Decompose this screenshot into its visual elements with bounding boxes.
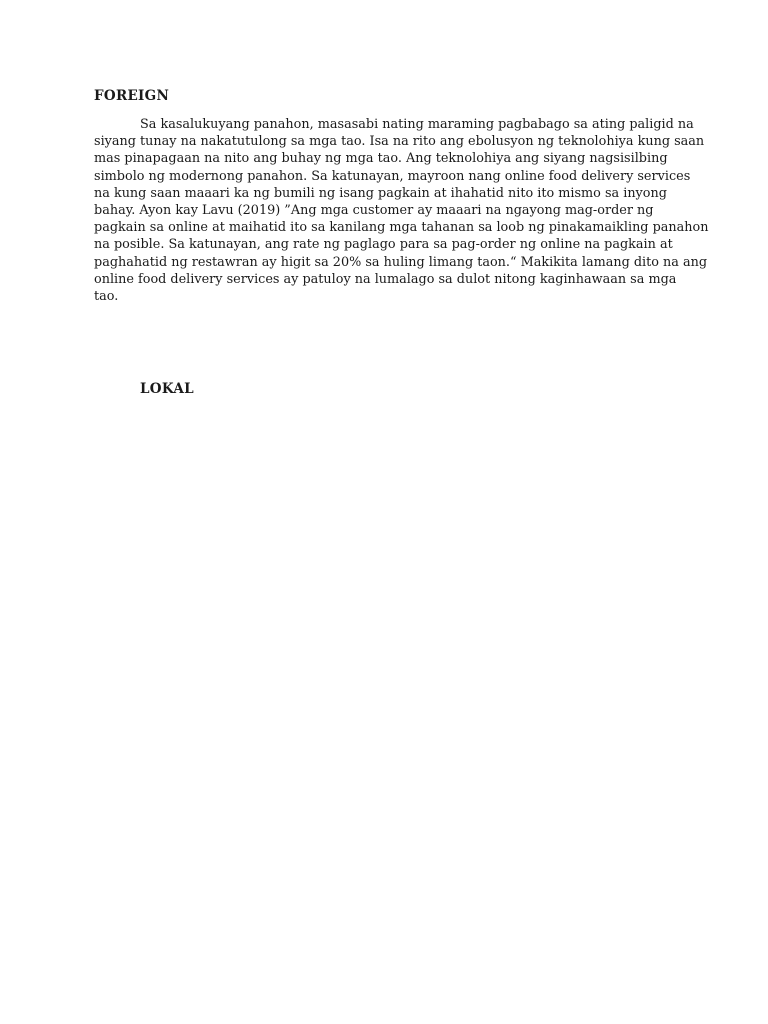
paragraph-line: tao.	[94, 289, 119, 305]
paragraph-line: mas pinapagaan na nito ang buhay ng mga tao. Ang teknolohiya ang siyang nagsisilbing	[94, 151, 668, 167]
paragraph-line: simbolo ng modernong panahon. Sa katunayan, mayroon nang online food delivery services	[94, 168, 691, 184]
paragraph-line: bahay. Ayon kay Lavu (2019) ”Ang mga customer ay maaari na ngayong mag-order ng	[94, 203, 654, 219]
paragraph-line: Sa kasalukuyang panahon, masasabi nating maraming pagbabago sa ating paligid na	[140, 117, 694, 132]
paragraph-line: na posible. Sa katunayan, ang rate ng paglago para sa pag-order ng online na pagkain at	[94, 237, 673, 253]
section-heading-lokal: LOKAL	[140, 381, 194, 397]
paragraph-line: paghahatid ng restawran ay higit sa 20% sa huling limang taon.“ Makikita lamang dito na ang	[94, 254, 708, 270]
foreign-paragraph	[94, 116, 709, 305]
paragraph-line: siyang tunay na nakatutulong sa mga tao. Isa na rito ang ebolusyon ng teknolohiya kung saan	[94, 134, 705, 150]
paragraph-line: online food delivery services ay patuloy na lumalago sa dulot nitong kaginhawaan sa mga	[94, 271, 677, 287]
paragraph-line: na kung saan maaari ka ng bumili ng isang pagkain at ihahatid nito ito mismo sa inyong	[94, 185, 667, 201]
section-heading-foreign: FOREIGN	[94, 88, 170, 104]
paragraph-line: pagkain sa online at maihatid ito sa kanilang mga tahanan sa loob ng pinakamaikling panahon	[94, 220, 709, 236]
